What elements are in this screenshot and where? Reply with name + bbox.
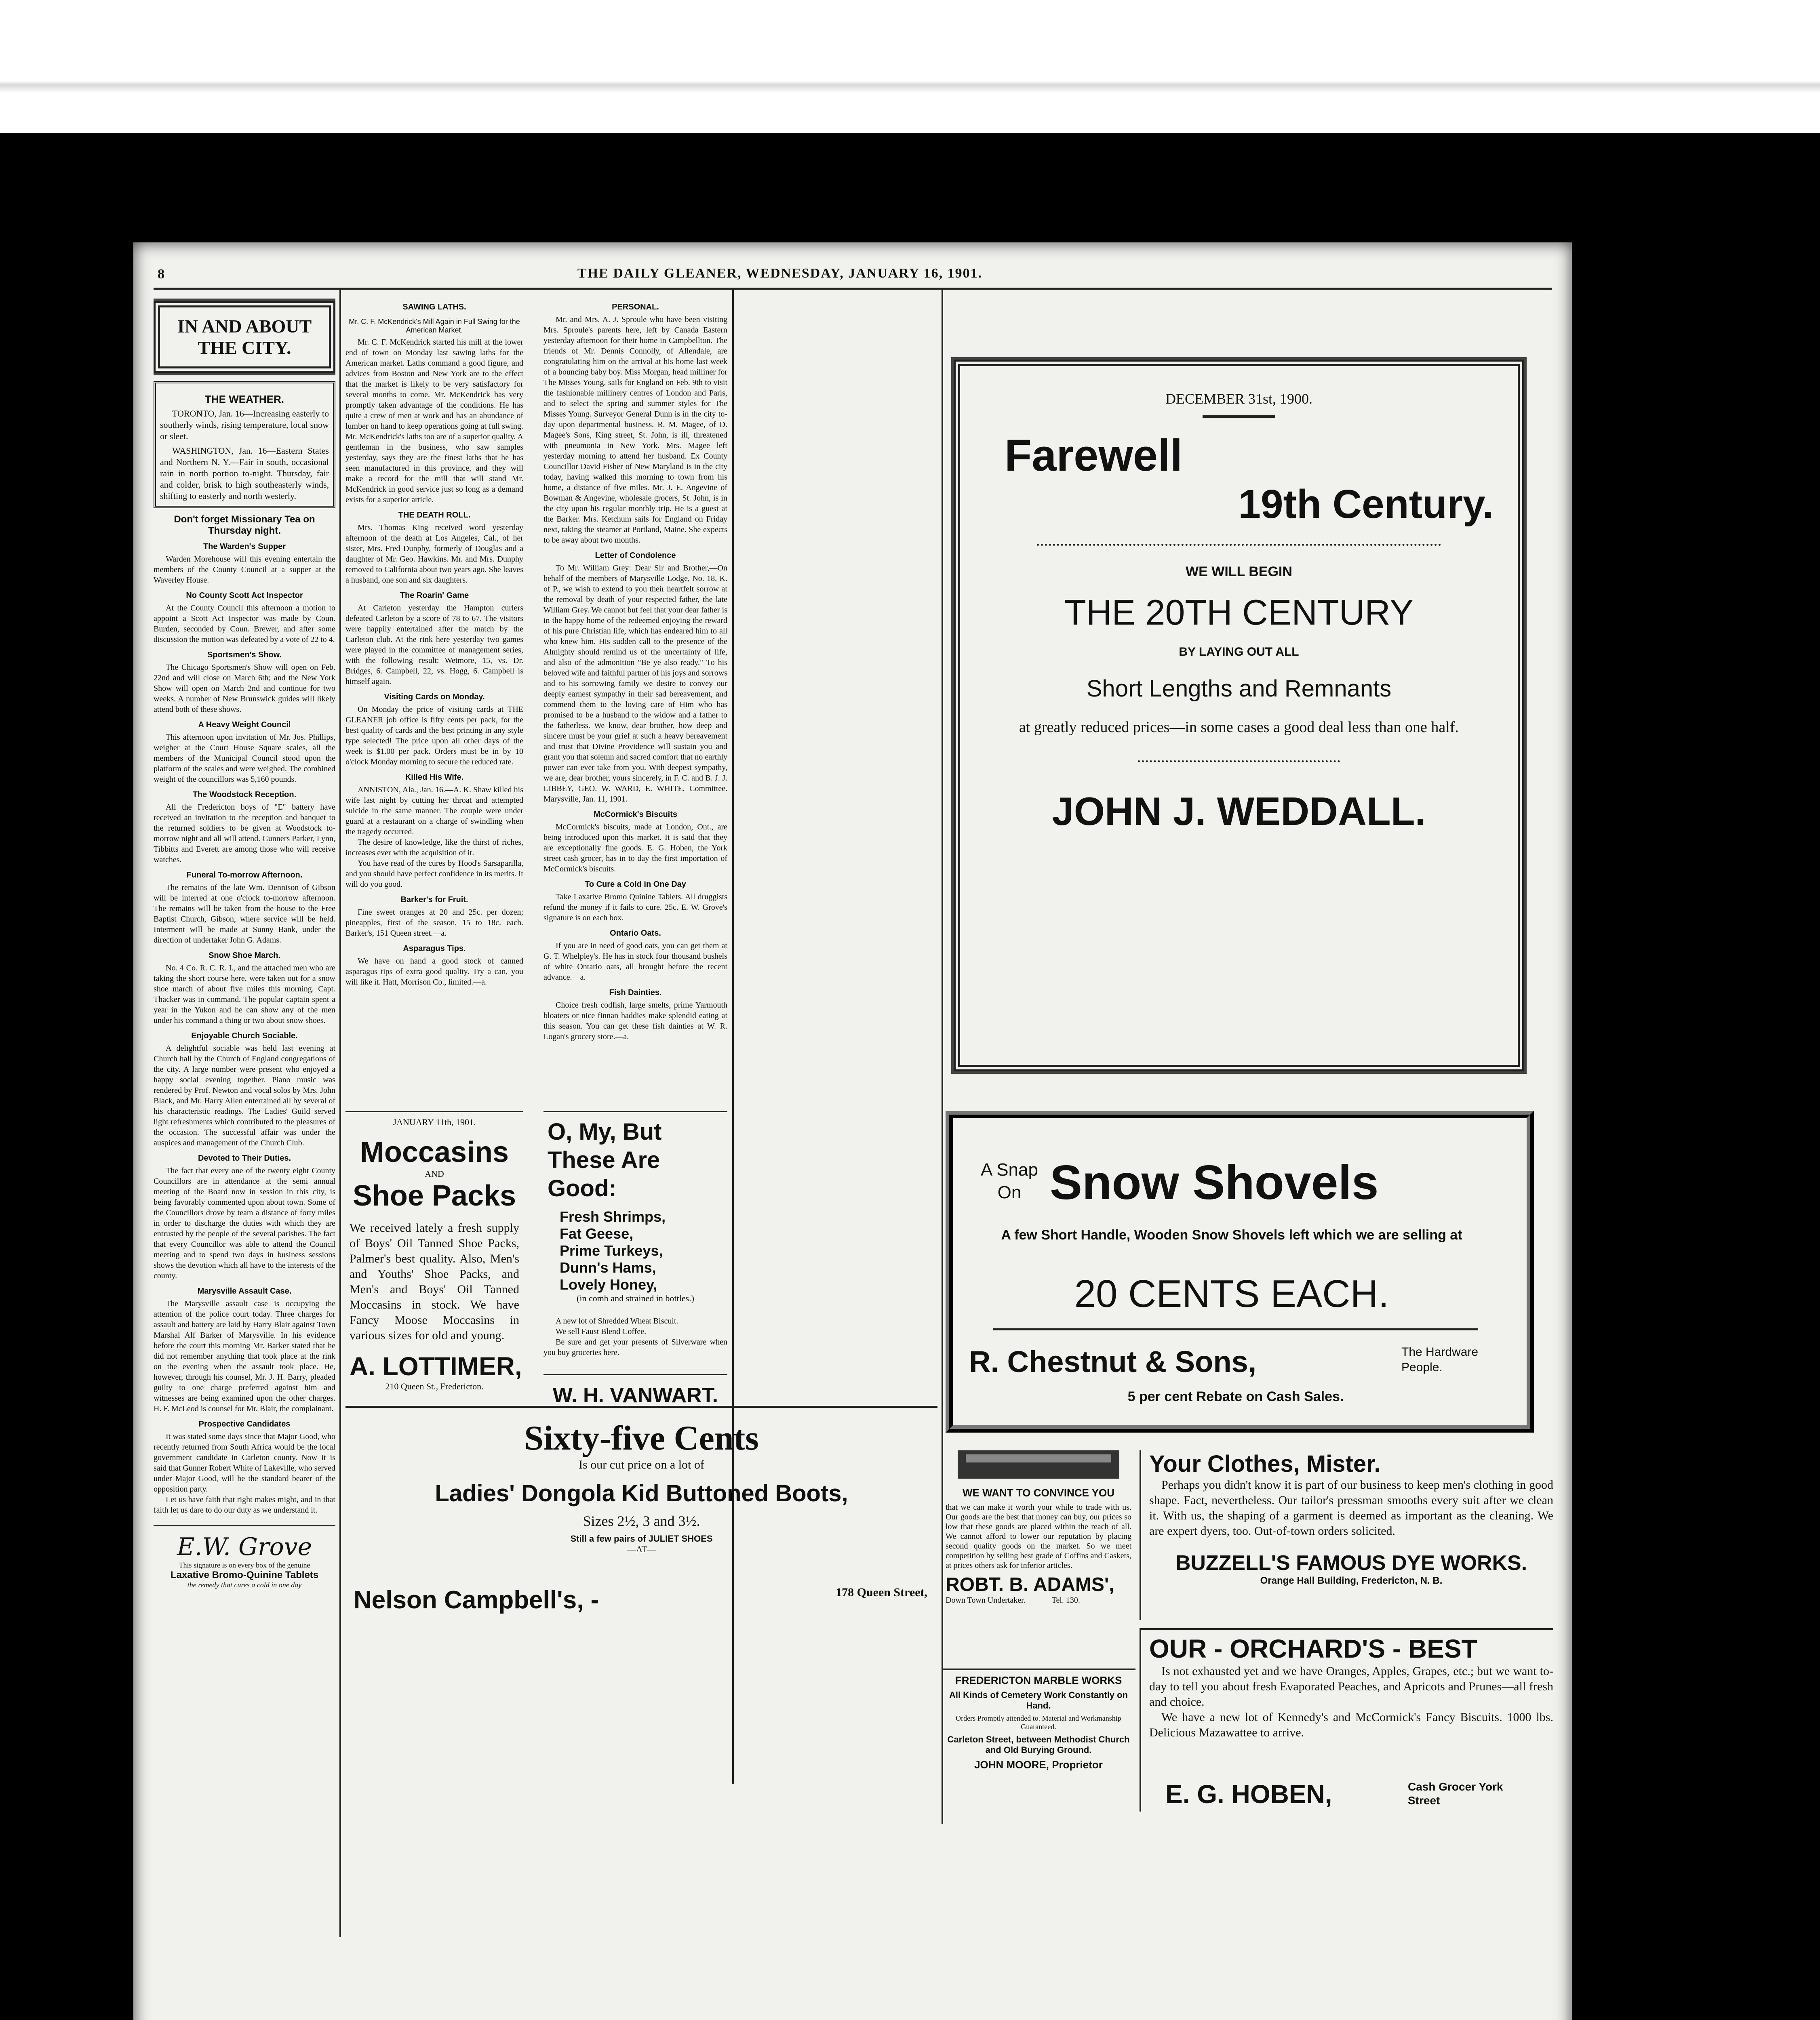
vanwart-item: Dunn's Hams, [560, 1259, 656, 1276]
weddall-date: DECEMBER 31st, 1900. [1165, 391, 1313, 407]
article-body: We have on hand a good stock of canned asparagus tips of extra good quality. Try a can, you will like it. Hatt, Morrison Co., limited.—a. [345, 957, 523, 987]
coffin-icon [950, 1442, 1127, 1483]
chestnut-name: R. Chestnut & Sons, [969, 1345, 1257, 1378]
article-body: To Mr. William Grey: Dear Sir and Brother,—On behalf of the members of Marysville Lodge, No. 18, K. of P., we wish to extend to you their heartfelt sorrow at the removal by death of your respected father, the late William Grey. We cannot but feel that your dear father is in the happy home of the redeemed enjoying the reward of his pure Christian life, which has endeared him to all who knew him. His sudden call to the presence of the Almighty should remind us of the uncertainty of life, and also of the admonition "Be ye also ready." To his beloved wife and faithful partner of his joys and sorrows and to his sorrowing family we desire to convey our deeply earnest sympathy in their sad bereavement, and commend them to the loving care of Him who has promised to be a husband to the widow and a father to the fatherless. We know, dear brother, how deep and sincere must be your grief at such a heavy bereavement and trust that Divine Providence will sustain you and grant you that solemn and sacred comfort that no earthly power can ever take from you. With deepest sympathy, we are, dear brother, yours sincerely, in F. C. and B. J. J. LIBBEY, GEO. W. WARD, E. WHITE, Committee. Marysville, Jan. 11, 1901. [543, 564, 727, 804]
chestnut-rule [993, 1328, 1478, 1330]
article-body: The desire of knowledge, like the thirst of riches, increases ever with the acquisition of it. [345, 838, 523, 857]
article-headline: The Woodstock Reception. [192, 790, 297, 799]
vanwart-honey-note: (in comb and strained in bottles.) [577, 1293, 694, 1303]
marble-title: FREDERICTON MARBLE WORKS [955, 1674, 1122, 1686]
buzzell-name: BUZZELL'S FAMOUS DYE WORKS. [1175, 1551, 1527, 1575]
chestnut-ad [946, 1111, 1534, 1433]
campbell-ad [345, 1406, 937, 1634]
article-body: A delightful sociable was held last evening at Church hall by the Church of England congregations of the city. A large number were present who enjoyed a happy social evening together. Piano music was rendered by Prof. Newton and vocal solos by Mrs. John Black, and Mr. Harry Allen entertained all by several of his characteristic readings. The Ladies' Guild served light refreshments which contributed to the pleasures of the occasion. The successful affair was under the auspices and management of the Church Club. [154, 1044, 335, 1147]
masthead-title: THE DAILY GLEANER, WEDNESDAY, JANUARY 16, 1901. [577, 266, 983, 281]
article-headline: Asparagus Tips. [403, 944, 466, 953]
article-body: Mrs. Thomas King received word yesterday afternoon of the death at Los Angeles, Cal., of her sister, Mrs. Fred Dunphy, formerly of Douglas and a daughter of Mr. Geo. Hawkins. Mr. and Mrs. Dunphy removed to California about two years ago. She leaves a husband, one son and six daughters. [345, 523, 523, 585]
weddall-begin: WE WILL BEGIN [1186, 564, 1292, 579]
article-headline: Snow Shoe March. [209, 951, 280, 960]
article-body: At the County Council this afternoon a motion to appoint a Scott Act Inspector was made by Coun. Burden, seconded by Coun. Brewer, and after some discussion the motion was defeated by a vote of 22 to 4. [154, 604, 335, 644]
newspaper-page [133, 242, 1572, 2020]
weather-box [154, 381, 335, 508]
article-headline: Devoted to Their Duties. [198, 1154, 291, 1163]
campbell-at: —AT— [627, 1544, 656, 1554]
hoben-body-2: We have a new lot of Kennedy's and McCormick's Fancy Biscuits. 1000 lbs. Delicious Mazawattee to arrive. [1149, 1711, 1553, 1739]
lottimer-shoepacks: Shoe Packs [352, 1180, 516, 1212]
campbell-cut: Is our cut price on a lot of [579, 1458, 704, 1471]
personal-articles [543, 303, 727, 1042]
article-subhead: Mr. C. F. McKendrick's Mill Again in Full Swing for the American Market. [349, 318, 520, 334]
article-headline: A Heavy Weight Council [198, 720, 291, 729]
lottimer-moccasins: Moccasins [360, 1136, 509, 1168]
vanwart-coffee: We sell Faust Blend Coffee. [556, 1327, 647, 1336]
hoben-body-1: Is not exhausted yet and we have Oranges, Apples, Grapes, etc.; but we want to-day to tell you about fresh Evaporated Peaches, and Apricots and Prunes—all fresh and choice. [1149, 1664, 1553, 1709]
vanwart-items [560, 1208, 727, 1293]
vanwart-shredded-wheat: A new lot of Shredded Wheat Biscuit. [556, 1317, 678, 1326]
chestnut-rebate: 5 per cent Rebate on Cash Sales. [1127, 1389, 1344, 1404]
article-body: Take Laxative Bromo Quinine Tablets. All druggists refund the money if it fails to cure. 25c. E. W. Grove's signature is on each box. [543, 892, 727, 922]
column-city-news [154, 297, 335, 1933]
chestnut-hardware: The Hardware People. [1401, 1345, 1479, 1374]
vanwart-item: Fat Geese, [560, 1225, 634, 1242]
vanwart-ad [543, 1111, 727, 1407]
campbell-price: Sixty-five Cents [524, 1418, 759, 1457]
weather-title: THE WEATHER. [205, 393, 284, 405]
header-rule [154, 288, 1552, 290]
weddall-dotted-rule [1037, 544, 1441, 548]
weddall-rule [1203, 415, 1275, 418]
campbell-address: 178 Queen Street, [836, 1586, 927, 1599]
grove-signature: E.W. Grove [177, 1533, 312, 1561]
article-headline: To Cure a Cold in One Day [585, 880, 686, 889]
vanwart-name: W. H. VANWART. [543, 1374, 727, 1408]
weddall-reduced: at greatly reduced prices—in some cases a good deal less than one half. [1019, 719, 1459, 736]
adams-tel: Tel. 130. [1051, 1596, 1080, 1605]
lottimer-and: AND [425, 1169, 444, 1179]
page-number: 8 [158, 267, 164, 282]
article-headline: Prospective Candidates [198, 1420, 291, 1429]
hoben-ad [1140, 1628, 1553, 1812]
hoben-headline: OUR - ORCHARD'S - BEST [1149, 1634, 1477, 1663]
lottimer-body: We received lately a fresh supply of Boys' Oil Tanned Shoe Packs, Palmer's best quality. Also, Men's and Youths' Shoe Packs, and Men's and Boys' Oil Tanned Moccasins in stock. We have Fancy Moose Moccasins in various sizes for old and young. [350, 1221, 519, 1342]
vanwart-item: Fresh Shrimps, [560, 1208, 666, 1225]
article-headline: PERSONAL. [612, 303, 659, 311]
weather-toronto: TORONTO, Jan. 16—Increasing easterly to southerly winds, rising temperature, local snow or sleet. [160, 408, 329, 441]
marble-works-ad [942, 1669, 1135, 1783]
article-body: If you are in need of good oats, you can get them at G. T. Whelpley's. He has in stock four thousand bushels of white Ontario oats, all brought before the recent advance.—a. [543, 941, 727, 982]
article-body: ANNISTON, Ala., Jan. 16.—A. K. Shaw killed his wife last night by cutting her throat and attempted suicide in the same manner. The couple were under guard at a restaurant on a charge of swindling when the tragedy occurred. [345, 785, 523, 836]
weddall-short-lengths: Short Lengths and Remnants [1086, 675, 1392, 702]
adams-undertaker: Down Town Undertaker. [946, 1596, 1026, 1605]
article-body: The Marysville assault case is occupying the attention of the police court today. Three charges for assault and battery are laid by Harry Blair against Town Marshal Alf Barker of Marysville. In his evidence before the court this morning Mr. Barker stated that he did not remember anything that took place at the rink on the evening when the assault took place. He, however, through his counsel, Mr. J. H. Barry, pleaded guilty to one charge preferred against him and witnesses are being examined upon the other charges. H. F. McLeod is counsel for Mr. Blair, the complainant. [154, 1299, 335, 1413]
article-headline: THE DEATH ROLL. [398, 511, 471, 520]
vanwart-item: Lovely Honey, [560, 1276, 657, 1293]
chestnut-shovels: Snow Shovels [1050, 1155, 1379, 1210]
campbell-name: Nelson Campbell's, - [354, 1586, 599, 1614]
adams-name: ROBT. B. ADAMS', [946, 1574, 1114, 1595]
article-body: Mr. and Mrs. A. J. Sproule who have been visiting Mrs. Sproule's parents here, left by Canada Eastern yesterday afternoon for their home in Campbellton. The friends of Mr. Dennis Connolly, of Allendale, are congratulating him on the arrival at his home last week of a bouncing baby boy. Miss Morgan, head milliner for The Misses Young, sails for England on Feb. 9th to visit the fashionable millinery centres of London and Paris, and to select the spring and summer styles for The Misses Young. Surveyor General Dunn is in the city to-day upon departmental business. R. M. Magee, of D. Magee's Sons, King street, St. John, is ill, threatened with pneumonia in New York. Mrs. Magee left yesterday morning to attend her husband. Ex County Councillor David Fisher of New Maryland is in the city today, having walked this morning to town from his home, a distance of five miles. Mr. J. E. Angevine of Bowman & Angevine, wholesale grocers, St. John, is in the city upon his regular monthly trip. He is a guest at the Barker. Mrs. Ketchum sails for England on Friday next, taking the steamer at Portland, Maine. She expects to be away about two months. [543, 315, 727, 545]
article-body: Let us have faith that right makes might, and in that faith let us dare to do our duty as we understand it. [154, 1495, 335, 1515]
article-headline: Enjoyable Church Sociable. [191, 1031, 298, 1040]
adams-convince: WE WANT TO CONVINCE YOU [962, 1487, 1115, 1499]
buzzell-ad [1140, 1450, 1553, 1620]
adams-body: that we can make it worth your while to trade with us. Our goods are the best that money can buy, our prices so low that these goods are placed within the reach of all. We cannot afford to lower our reputation by placing second quality goods on the market. So we meet competition by selling best grade of Coffins and Caskets, at prices others ask for inferior articles. [946, 1503, 1131, 1570]
article-headline: No County Scott Act Inspector [186, 591, 303, 600]
bromo-quinine-caption: the remedy that cures a cold in one day [187, 1581, 302, 1589]
film-top-margin [0, 0, 1820, 133]
weddall-twentieth: THE 20TH CENTURY [1064, 592, 1413, 632]
marble-proprietor: JOHN MOORE, Proprietor [974, 1759, 1103, 1771]
campbell-sizes: Sizes 2½, 3 and 3½. [583, 1513, 700, 1529]
column-local-news [345, 297, 523, 1101]
column-rule [339, 289, 341, 1937]
article-headline: The Warden's Supper [203, 542, 286, 551]
lottimer-ad [345, 1111, 523, 1403]
article-body: The remains of the late Wm. Dennison of Gibson will be interred at one o'clock to-morrow afternoon. The remains will be taken from the house to the Free Baptist Church, Gibson, where service will be held. Interment will be made at Sunny Bank, under the direction of undertaker John G. Adams. [154, 883, 335, 945]
lottimer-name: A. LOTTIMER, [350, 1352, 522, 1381]
buzzell-body: Perhaps you didn't know it is part of our business to keep men's clothing in good shape. Fact, nevertheless. Our tailor's pressman smooths every suit after we clean it. With us, the shaping of a garment is deemed as important as the cleaning. We are expert dyers, too. Out-of-town orders solicited. [1149, 1478, 1553, 1538]
article-body: You have read of the cures by Hood's Sarsaparilla, and you should have perfect confidence in its merits. It will do you good. [345, 859, 523, 889]
article-body: McCormick's biscuits, made at London, Ont., are being introduced upon this market. It is said that they are exceptionally fine goods. E. G. Hoben, the York street cash grocer, has in to day the first importation of McCormick's biscuits. [543, 823, 727, 873]
adams-ad [942, 1438, 1135, 1664]
chestnut-snap: A Snap On [981, 1160, 1038, 1202]
marble-orders: Orders Promptly attended to. Material and Workmanship Guaranteed. [956, 1714, 1121, 1731]
city-articles [154, 542, 335, 1515]
missionary-notice: Don't forget Missionary Tea on Thursday night. [174, 514, 315, 536]
article-headline: Killed His Wife. [405, 773, 464, 782]
article-headline: McCormick's Biscuits [593, 810, 678, 819]
weddall-name: JOHN J. WEDDALL. [1052, 789, 1426, 833]
article-headline: Fish Dainties. [609, 988, 662, 997]
article-headline: SAWING LATHS. [402, 303, 466, 311]
weddall-dotted-rule-2 [1138, 760, 1340, 764]
chestnut-description: A few Short Handle, Wooden Snow Shovels left which we are selling at [1001, 1227, 1462, 1243]
article-headline: Barker's for Fruit. [400, 895, 468, 904]
lottimer-address: 210 Queen St., Fredericton. [385, 1381, 484, 1391]
article-body: On Monday the price of visiting cards at THE GLEANER job office is fifty cents per pack, for the best quality of cards and the best printing in any style type selected! The price upon all other days of the week is $1.00 per pack. Orders must be in by 10 o'clock Monday morning to secure the reduced rate. [345, 705, 523, 766]
article-body: Choice fresh codfish, large smelts, prime Yarmouth bloaters or nice finnan haddies make splendid eating at this season. You can get these fish dainties at W. R. Logan's grocery store.—a. [543, 1001, 727, 1041]
column-personal [543, 297, 727, 1226]
signature-caption: This signature is on every box of the genuine [179, 1561, 310, 1569]
article-headline: Marysville Assault Case. [197, 1287, 292, 1296]
weddall-laying: BY LAYING OUT ALL [1179, 645, 1299, 659]
article-body: Fine sweet oranges at 20 and 25c. per dozen; pineapples, first of the season, 15 to 18c. each. Barker's, 151 Queen street.—a. [345, 908, 523, 938]
article-headline: Sportsmen's Show. [207, 650, 282, 659]
article-headline: Ontario Oats. [610, 929, 661, 938]
vanwart-item: Prime Turkeys, [560, 1242, 663, 1259]
article-body: The fact that every one of the twenty eight County Councillors are in attendance at the semi annual meeting of the Board now in session in this city, is being favorably commented upon about town. Some of the Councillors drove by team a distance of forty miles in order to discharge the duties with which they are entrusted by the people of the several parishes. The fact that every Councillor was able to attend the Council meeting and to spend two days in business sessions shows the devotion which all have to the interests of the county. [154, 1166, 335, 1280]
hoben-address: Cash Grocer York Street [1408, 1780, 1503, 1807]
marble-street: Carleton Street, between Methodist Church and Old Burying Ground. [947, 1734, 1130, 1755]
marble-kinds: All Kinds of Cemetery Work Constantly on Hand. [949, 1690, 1128, 1711]
weddall-century: 19th Century. [1238, 482, 1493, 527]
campbell-boots: Ladies' Dongola Kid Buttoned Boots, [435, 1480, 848, 1507]
article-body: The Chicago Sportsmen's Show will open on Feb. 22nd and will close on March 6th; and the New York Show will open on March 2nd and continue for two weeks. A number of New Brunswick guides will likely attend both of these shows. [154, 663, 335, 714]
hoben-name: E. G. HOBEN, [1165, 1780, 1332, 1809]
campbell-juliet: Still a few pairs of JULIET SHOES [570, 1534, 713, 1544]
article-body: No. 4 Co. R. C. R. I., and the attached men who are taking the short course here, were taken out for a snow shoe march of about five miles this morning. Capt. Thacker was in command. The popular captain spent a year in the Yukon and he can show any of the men under his command a thing or two about snow shoes. [154, 964, 335, 1025]
article-headline: Letter of Condolence [595, 551, 676, 560]
lottimer-date: JANUARY 11th, 1901. [393, 1117, 476, 1127]
vanwart-silverware: Be sure and get your presents of Silverware when you buy groceries here. [543, 1338, 727, 1357]
article-headline: The Roarin' Game [400, 591, 469, 600]
article-body: It was stated some days since that Major Good, who recently returned from South Africa would be the local government candidate in Carleton county. Now it is said that Gunner Robert White of Lakeville, who served under Major Good, will be the standard bearer of the opposition party. [154, 1432, 335, 1494]
local-articles [345, 303, 523, 987]
buzzell-address: Orange Hall Building, Fredericton, N. B. [1260, 1575, 1443, 1586]
vanwart-headline: O, My, But These Are Good: [548, 1119, 662, 1201]
weddall-ad [954, 360, 1524, 1071]
weather-washington: WASHINGTON, Jan. 16—Eastern States and Northern N. Y.—Fair in south, occasional rain in north portion to-night. Thursday, fair and colder, brisk to high southeasterly winds, shifting to easterly and north westerly. [160, 446, 329, 501]
article-headline: Visiting Cards on Monday. [384, 692, 485, 701]
city-banner: IN AND ABOUT THE CITY. [154, 301, 335, 373]
article-body: This afternoon upon invitation of Mr. Jos. Phillips, weigher at the Court House Square scales, all the members of the Municipal Council stood upon the platform of the scales and were weighed. The combined weight of the councillors was 5,160 pounds. [154, 733, 335, 784]
article-body: Warden Morehouse will this evening entertain the members of the County Council at a supper at the Waverley House. [154, 555, 335, 585]
buzzell-headline: Your Clothes, Mister. [1149, 1451, 1381, 1477]
article-headline: Funeral To-morrow Afternoon. [186, 871, 303, 880]
weddall-farewell: Farewell [1005, 431, 1183, 480]
article-body: At Carleton yesterday the Hampton curlers defeated Carleton by a score of 78 to 67. The visitors were happily entertained after the match by the Carleton club. At the rink here yesterday two games were played in the committee of management series, with the following result: Wetmore, 15, vs. Dr. Bridges, 6. Campbell, 22, vs. Hogg, 6. Campbell is himself again. [345, 604, 523, 686]
grove-signature-ad [154, 1525, 335, 1589]
chestnut-price: 20 CENTS EACH. [1074, 1272, 1389, 1315]
article-body: Mr. C. F. McKendrick started his mill at the lower end of town on Monday last sawing laths for the American market. Laths command a good figure, and advices from Boston and New York are to the effect that the market is likely to be very satisfactory for several months to come. Mr. McKendrick has very promptly taken advantage of the conditions. He has quite a crew of men at work and has an abundance of lumber on hand to keep operations going at full swing. Mr. McKendrick's laths too are of a superior quality. A gentleman in the business, who saw samples yesterday, says they are the finest laths that he has seen manufactured in this province, and they will make a record for the mill that will stand Mr. McKendrick in good service just so long as a demand exists for a superior article. [345, 338, 523, 504]
article-body: All the Fredericton boys of "E" battery have received an invitation to the reception and banquet to the returned soldiers to be given at Woodstock to-morrow night and all will attend. Gunners Parker, Lynn, Tibbitts and Everett are among those who will receive watches. [154, 803, 335, 864]
bromo-quinine-name: Laxative Bromo-Quinine Tablets [170, 1570, 319, 1580]
